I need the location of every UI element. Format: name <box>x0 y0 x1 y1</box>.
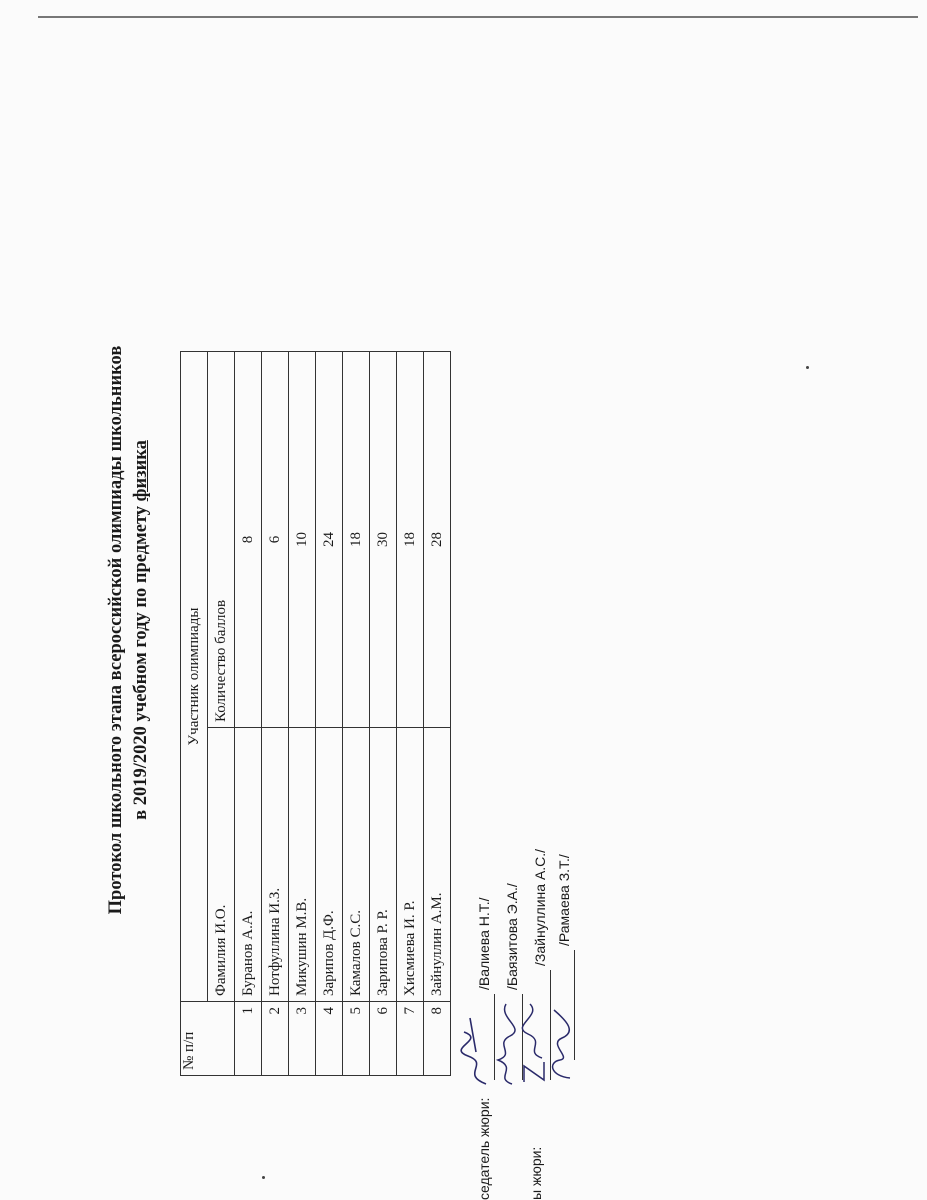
row-score: 18 <box>397 352 424 728</box>
table-row <box>316 352 343 1076</box>
chair-role-label: седатель жюри: <box>476 1097 492 1200</box>
row-number: 3 <box>289 1002 316 1076</box>
table-row <box>235 352 262 1076</box>
row-number: 7 <box>397 1002 424 1076</box>
chair-name: /Валиева Н.Т./ <box>476 897 492 990</box>
row-score: 28 <box>424 352 451 728</box>
row-score: 6 <box>262 352 289 728</box>
row-name: Камалов С.С. <box>343 728 370 1002</box>
row-name: Нотфуллина И.З. <box>262 728 289 1002</box>
member-name: /Зайнуллина А.С./ <box>532 848 548 966</box>
row-name: Микушин М.В. <box>289 728 316 1002</box>
title-line-1: Протокол школьного этапа всероссийской олимпиады школьников <box>106 345 126 915</box>
members-role-label: ы жюри: <box>528 1146 544 1200</box>
table-row <box>262 352 289 1076</box>
row-score: 18 <box>343 352 370 728</box>
row-number: 4 <box>316 1002 343 1076</box>
table-subheader-row <box>208 352 235 1076</box>
row-name: Зайнуллин А.М. <box>424 728 451 1002</box>
row-number: 5 <box>343 1002 370 1076</box>
title-line-2 <box>129 180 154 1080</box>
row-number: 2 <box>262 1002 289 1076</box>
member-name: /Баязитова Э.А./ <box>504 883 520 990</box>
header-name: Фамилия И.О. <box>208 728 235 1002</box>
table-header-row <box>181 352 208 1076</box>
row-score: 24 <box>316 352 343 728</box>
row-number: 1 <box>235 1002 262 1076</box>
header-score: Количество баллов <box>208 352 235 728</box>
results-table <box>180 351 451 1076</box>
row-score: 30 <box>370 352 397 728</box>
table-row <box>397 352 424 1076</box>
table-row <box>424 352 451 1076</box>
row-number: 6 <box>370 1002 397 1076</box>
row-score: 10 <box>289 352 316 728</box>
header-number: № п/п <box>181 1002 235 1076</box>
row-name: Буранов А.А. <box>235 728 262 1002</box>
row-name: Зарипов Д.Ф. <box>316 728 343 1002</box>
header-participant: Участник олимпиады <box>181 352 208 1002</box>
row-number: 8 <box>424 1002 451 1076</box>
subject-name: физика <box>131 440 151 502</box>
signature-scribble-icon <box>544 1004 578 1084</box>
table-row <box>343 352 370 1076</box>
row-score: 8 <box>235 352 262 728</box>
member-name: /Рамаева З.Т./ <box>556 854 572 946</box>
row-name: Хисмиева И. Р. <box>397 728 424 1002</box>
row-name: Зарипова Р. Р. <box>370 728 397 1002</box>
title-line-2-prefix: в 2019/2020 учебном году по предмету <box>131 501 151 820</box>
title-block <box>104 180 154 1080</box>
table-row <box>370 352 397 1076</box>
table-row <box>289 352 316 1076</box>
